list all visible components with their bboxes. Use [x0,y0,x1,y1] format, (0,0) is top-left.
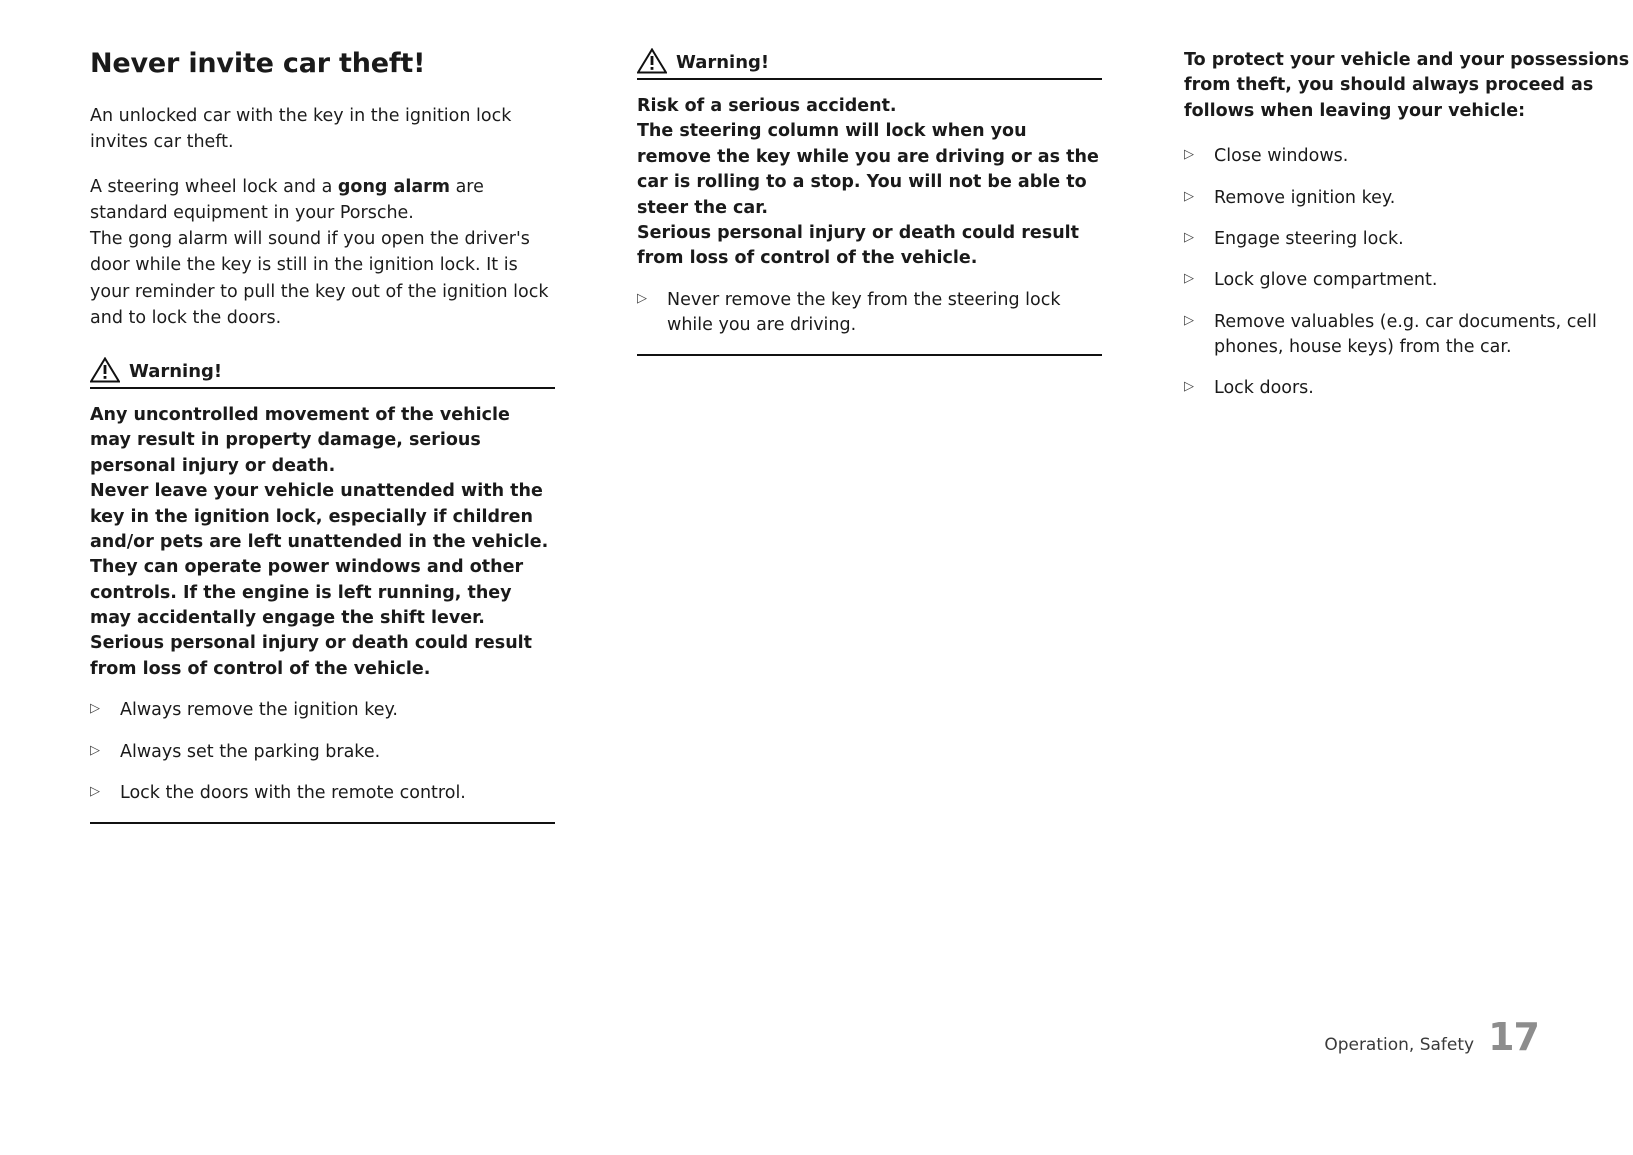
paragraph2-text-end: are standard equipment in your Porsche. [90,176,484,223]
bullet-marker-icon: ▷ [1184,188,1194,204]
theft-protection-subhead: To protect your vehicle and your possessions from theft, you should always proceed as follows when leaving your vehicle: [1184,50,1630,121]
warning-two-text-3: Serious personal injury or death could result from loss of control of the vehicle. [637,222,1080,269]
list-item-label: Lock glove compartment. [1214,270,1438,291]
list-item [90,740,555,765]
list-item [1184,227,1633,252]
list-item [90,781,555,806]
list-item [1184,310,1633,361]
warning-body-one [90,403,555,682]
list-item-label: Close windows. [1214,146,1349,167]
bullet-marker-icon: ▷ [1184,147,1194,163]
page-title: Never invite car theft! [90,48,426,79]
warning-two-bottom-rule [637,354,1102,356]
list-item-label: Engage steering lock. [1214,228,1404,249]
intro-paragraph-2 [90,174,555,227]
column-one [90,48,555,824]
warning-two-text-1: Risk of a serious accident. [637,96,897,116]
bullet-marker-icon: ▷ [637,290,647,306]
column-three [1184,48,1633,824]
list-item [90,698,555,723]
warning-header-one [90,357,555,389]
warning-triangle-icon [90,357,120,383]
page-columns [90,48,1630,824]
warning-one-text-2: Never leave your vehicle unattended with the key in the ignition lock, especially if children and/or pets are left unattended in the vehicle. They can operate power windows and other controls. If the engine is left running, they may accidentally engage the shift lever. Serious personal injury or death could result from loss of control of the vehicle. [90,481,549,679]
warning-label-two: Warning! [676,52,770,73]
warning-one-bottom-rule [90,822,555,824]
page-number: 17 [1488,1015,1539,1059]
warning-two-text-2: The steering column will lock when you remove the key while you are driving or as the car is rolling to a stop. You will not be able to steer the car. [637,121,1099,218]
warning-one-bullet-list [90,698,555,806]
list-item [1184,186,1633,211]
paragraph2-text-start: A steering wheel lock and a [90,176,338,197]
page-footer [1324,1015,1539,1059]
bullet-marker-icon: ▷ [1184,229,1194,245]
warning-header-two [637,48,1102,80]
list-item-label: Never remove the key from the steering lock while you are driving. [667,289,1061,335]
intro-paragraph-3: The gong alarm will sound if you open the driver's door while the key is still in the ignition lock. It is your reminder to pull the key out of the ignition lock and to lock the doors. [90,229,549,328]
list-item-label: Lock the doors with the remote control. [120,782,466,803]
bullet-marker-icon: ▷ [90,701,100,717]
warning-triangle-icon [637,48,667,74]
list-item-label: Lock doors. [1214,378,1314,399]
warning-two-bullet-list [637,288,1102,339]
bullet-marker-icon: ▷ [1184,271,1194,287]
list-item-label: Remove ignition key. [1214,187,1396,208]
list-item-label: Always remove the ignition key. [120,700,398,721]
column-two [637,48,1102,824]
list-item-label: Remove valuables (e.g. car documents, cell phones, house keys) from the car. [1214,311,1597,357]
warning-label-one: Warning! [129,361,223,383]
warning-body-two [637,94,1102,272]
list-item [1184,376,1633,401]
bullet-marker-icon: ▷ [1184,312,1194,328]
bullet-marker-icon: ▷ [1184,379,1194,395]
intro-paragraph-1: An unlocked car with the key in the ignition lock invites car theft. [90,106,512,153]
gong-alarm-emphasis: gong alarm [337,176,450,197]
theft-protection-list [1184,144,1633,402]
footer-section-label: Operation, Safety [1324,1035,1475,1055]
bullet-marker-icon: ▷ [90,783,100,799]
list-item [637,288,1102,339]
warning-one-text-1: Any uncontrolled movement of the vehicle may result in property damage, serious personal injury or death. [90,405,510,476]
list-item [1184,144,1633,169]
list-item-label: Always set the parking brake. [120,741,381,762]
list-item [1184,268,1633,293]
bullet-marker-icon: ▷ [90,742,100,758]
